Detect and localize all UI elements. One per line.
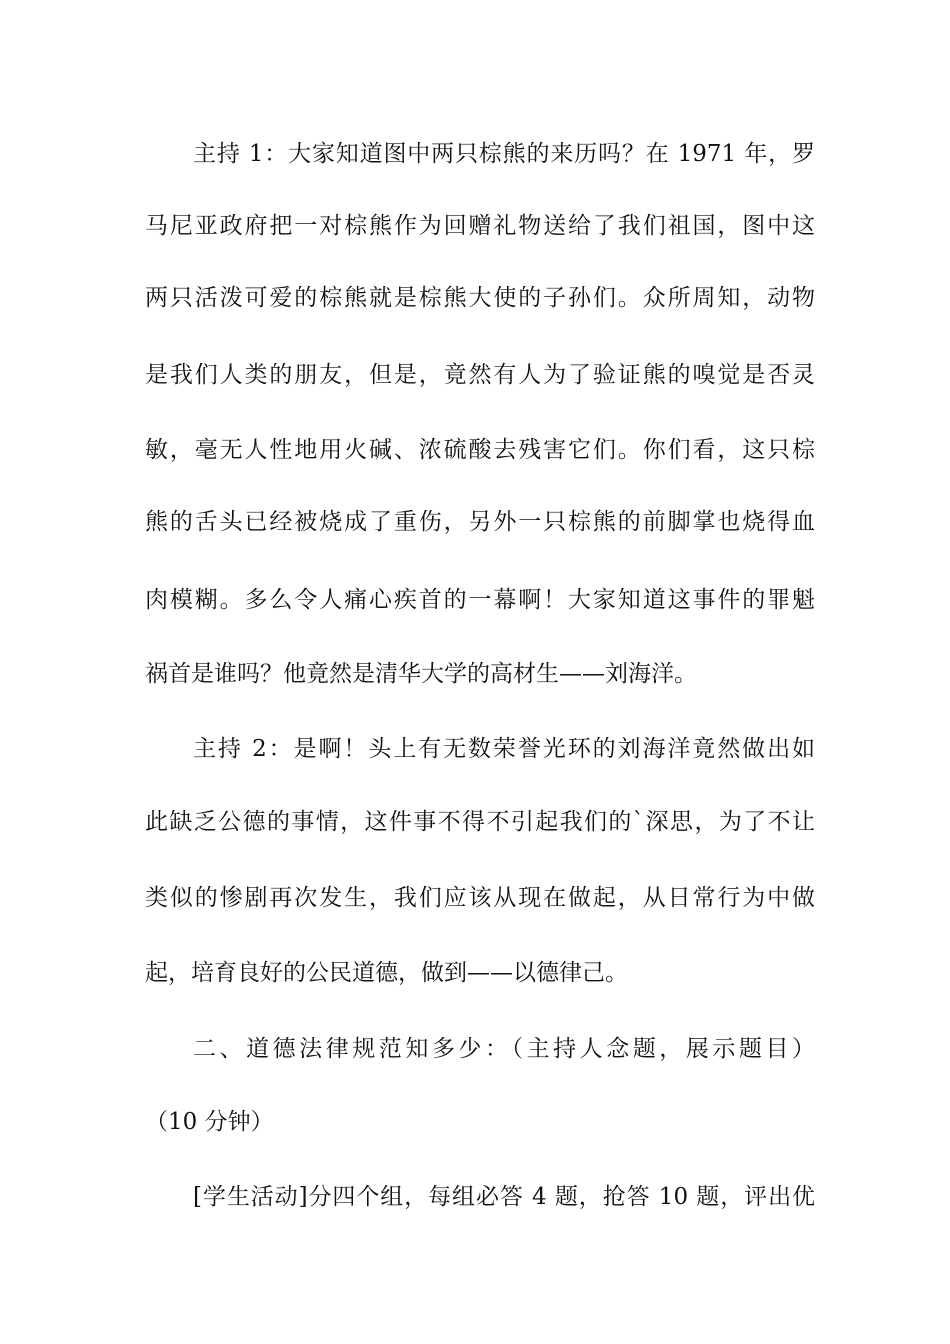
section-heading: 二、道德法律规范知多少：（主持人念题，展示题目） <box>193 1036 815 1062</box>
text-line: 主持 1：大家知道图中两只棕熊的来历吗？在 1971 年，罗 <box>193 141 815 167</box>
text-line: 主持 2：是啊！头上有无数荣誉光环的刘海洋竟然做出如 <box>193 736 815 762</box>
text-line: （10 分钟） <box>145 1109 274 1135</box>
text-line: [学生活动]分四个组，每组必答 4 题，抢答 10 题，评出优 <box>193 1184 815 1210</box>
text-line: 祸首是谁吗？他竟然是清华大学的高材生——刘海洋。 <box>145 661 697 687</box>
text-line: 此缺乏公德的事情，这件事不得不引起我们的`深思，为了不让 <box>145 809 815 835</box>
text-line: 两只活泼可爱的棕熊就是棕熊大使的子孙们。众所周知，动物 <box>145 285 815 311</box>
text-line: 马尼亚政府把一对棕熊作为回赠礼物送给了我们祖国，图中这 <box>145 213 815 239</box>
text-line: 敏，毫无人性地用火碱、浓硫酸去残害它们。你们看，这只棕 <box>145 437 815 463</box>
text-line: 熊的舌头已经被烧成了重伤，另外一只棕熊的前脚掌也烧得血 <box>145 509 815 535</box>
text-line: 类似的惨剧再次发生，我们应该从现在做起，从日常行为中做 <box>145 885 815 911</box>
text-line: 起，培育良好的公民道德，做到——以德律己。 <box>145 960 628 986</box>
text-line: 是我们人类的朋友，但是，竟然有人为了验证熊的嗅觉是否灵 <box>145 362 815 388</box>
text-line: 肉模糊。多么令人痛心疾首的一幕啊！大家知道这事件的罪魁 <box>145 587 815 613</box>
